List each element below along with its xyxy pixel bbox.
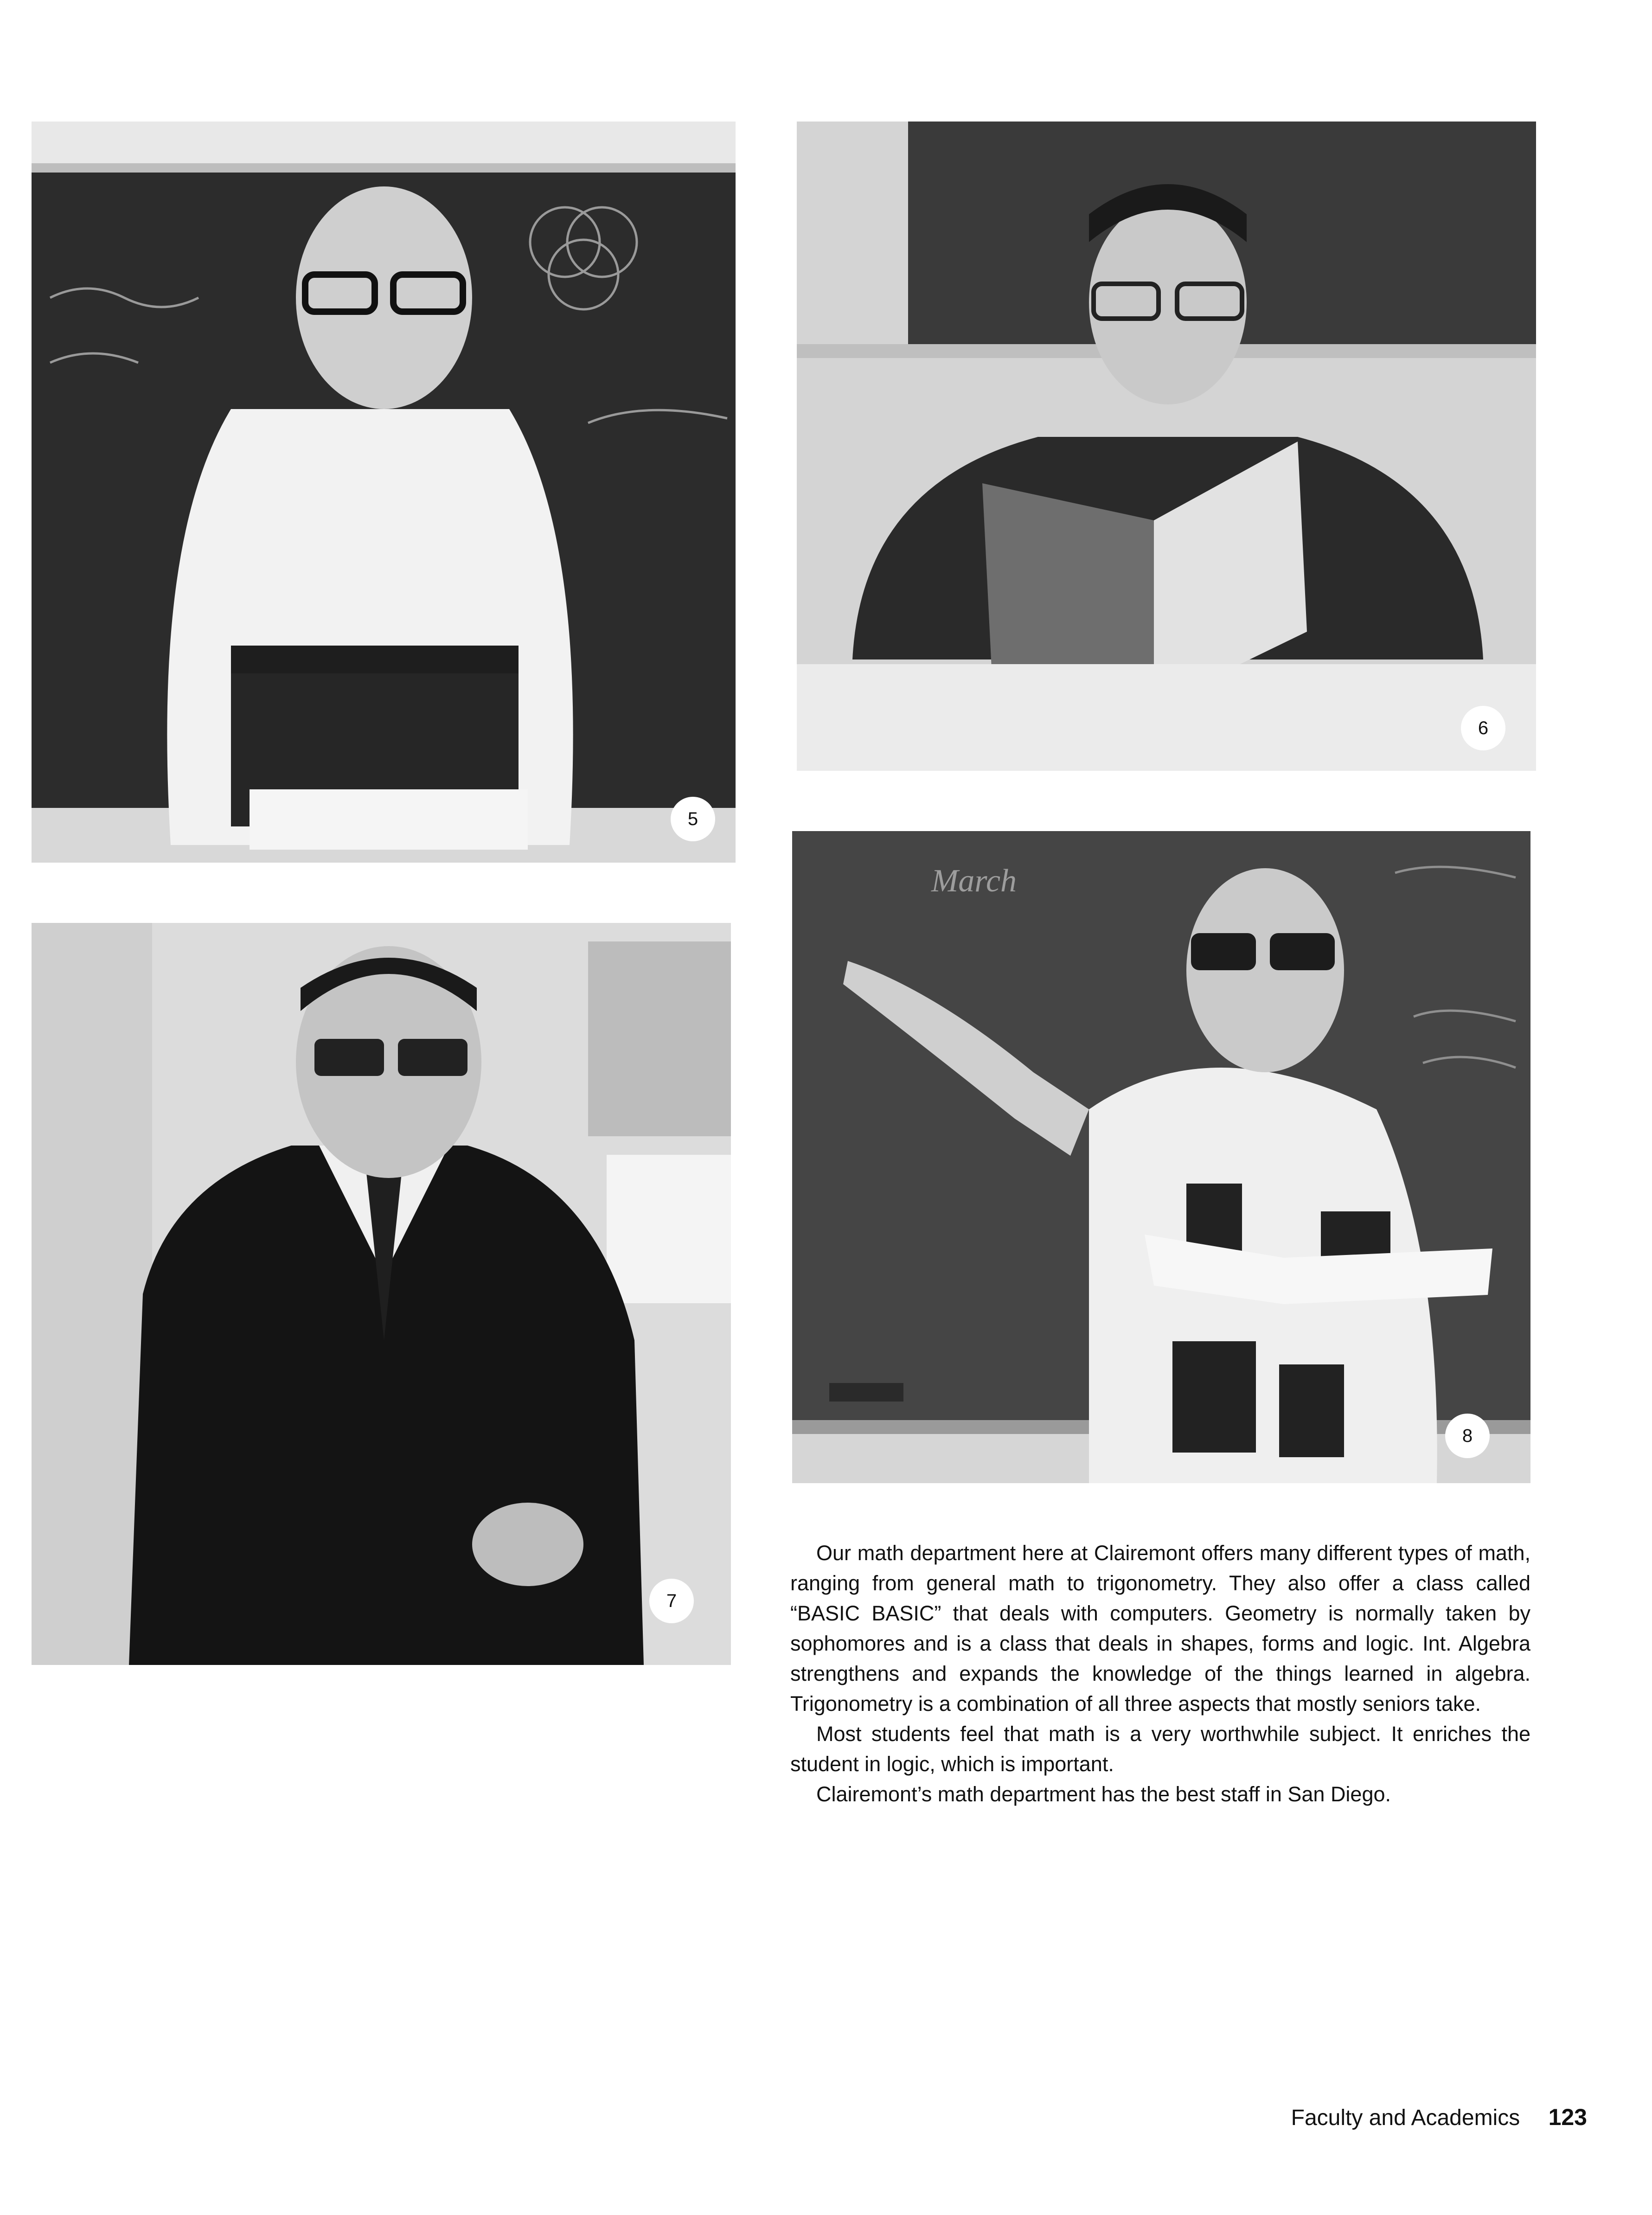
article-paragraph: Clairemont’s math department has the best staff in San Diego. [816,1782,1391,1806]
page-number: 123 [1548,2104,1587,2130]
photo-number-badge: 5 [671,797,715,841]
photo-teacher-7 [32,923,731,1665]
photo-number-badge: 8 [1445,1414,1490,1458]
footer-section-title: Faculty and Academics [1291,2106,1520,2130]
photo-6-image [797,122,1536,771]
page-footer [1291,2104,1587,2131]
article-paragraph: Most students feel that math is a very worthwhile subject. It enriches the student in logic, which is important. [790,1722,1530,1776]
article-body [790,1538,1530,1809]
photo-number-badge: 6 [1461,706,1505,750]
photo-teacher-8 [792,831,1530,1483]
photo-7-image [32,923,731,1665]
photo-5-image [32,122,736,863]
photo-teacher-6 [797,122,1536,771]
photo-8-image [792,831,1530,1483]
chalkboard-writing: March [931,863,1017,899]
article-paragraph: Our math department here at Clairemont offers many different types of math, ranging from general math to trigonometry. They also offer a class called “BASIC BASIC” that deals with computers. Geometry is normally taken by sophomores and is a class that deals in shapes, forms and logic. Int. Algebra strengthens and expands the knowledge of the things learned in algebra. Trigonometry is a combination of all three aspects that mostly seniors take. [790,1541,1530,1716]
photo-number-badge: 7 [649,1579,694,1623]
photo-teacher-5 [32,122,736,863]
